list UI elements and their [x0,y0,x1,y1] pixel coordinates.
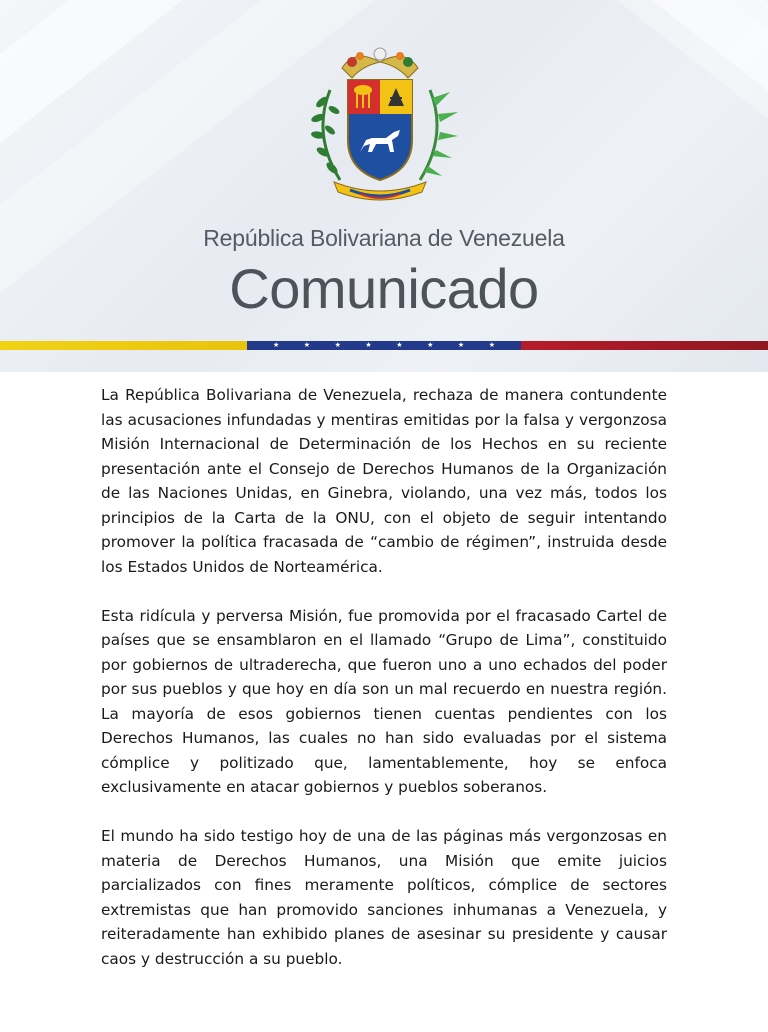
star-icon: ★ [427,341,434,349]
star-icon: ★ [334,341,341,349]
page-title: Comunicado [229,257,539,320]
paragraph-1: La República Bolivariana de Venezuela, rechaza de manera contundente las acusaciones infundadas y mentiras emitidas por la falsa y vergonzosa Misión Internacional de Determinación de los Hechos en su reciente presentación ante el Consejo de Derechos Humanos de la Organización de las Naciones Unidas, en Ginebra, violando, una vez más, todos los principios de la Carta de la ONU, con el objeto de seguir intentando promover la política fracasada de “cambio de régimen”, instruida desde los Estados Unidos de Norteamérica. [101,386,667,576]
star-icon: ★ [272,341,280,349]
flag-red-band [521,341,768,350]
venezuela-coat-of-arms-icon [300,40,460,210]
star-icon: ★ [396,341,403,349]
star-icon: ★ [303,341,311,349]
star-icon: ★ [457,341,465,349]
flag-color-bar [0,341,768,350]
paragraph-2: Esta ridícula y perversa Misión, fue promovida por el fracasado Cartel de países que se ensamblaron en el llamado “Grupo de Lima”, constituido por gobiernos de ultraderecha, que fueron uno a uno echados del poder por sus pueblos y que hoy en día son un mal recuerdo en nuestra región. La mayoría de esos gobiernos tienen cuentas pendientes con los Derechos Humanos, las cuales no han sido evaluadas por el sistema cómplice y politizado que, lamentablemente, hoy se enfoca exclusivamente en atacar gobiernos y pueblos soberanos. [101,606,667,796]
header-banner [0,0,768,372]
star-icon: ★ [488,341,496,349]
paragraph-3: El mundo ha sido testigo hoy de una de las páginas más vergonzosas en materia de Derechos Humanos, una Misión que emite juicios parcializados con fines meramente políticos, cómplice de sectores extremistas que han promovido sanciones inhumanas a Venezuela, y reiteradamente han exhibido planes de asesinar su presidente y causar caos y destrucción a su pueblo. [101,827,667,968]
star-icon: ★ [365,341,372,349]
flag-blue-band [247,341,522,350]
country-name: República Bolivariana de Venezuela [203,225,565,251]
statement-body [101,383,667,996]
flag-yellow-band [0,341,247,350]
